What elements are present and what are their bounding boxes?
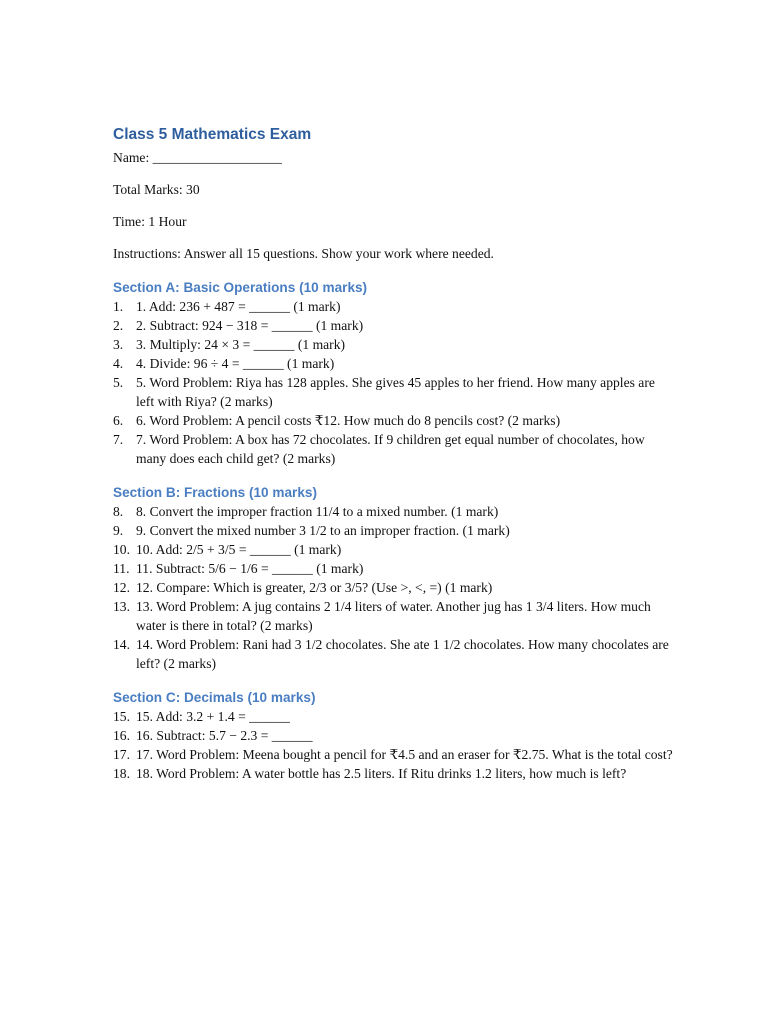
exam-page (113, 124, 673, 783)
question-text: 13. Word Problem: A jug contains 2 1/4 liters of water. Another jug has 1 3/4 liters. How much water is there in total? (2 marks) (136, 599, 651, 633)
page-title: Class 5 Mathematics Exam (113, 126, 312, 143)
question-number: 13. (113, 599, 130, 614)
question-item (113, 297, 673, 316)
question-item (113, 430, 673, 468)
question-number: 2. (113, 318, 124, 333)
question-text: 4. Divide: 96 ÷ 4 = ______ (1 mark) (136, 356, 335, 371)
question-text: 11. Subtract: 5/6 − 1/6 = ______ (1 mark) (136, 561, 364, 576)
question-item (113, 316, 673, 335)
question-item (113, 764, 673, 783)
question-text: 17. Word Problem: Meena bought a pencil for ₹4.5 and an eraser for ₹2.75. What is the total cost? (136, 747, 673, 762)
question-number: 14. (113, 637, 130, 652)
question-item (113, 635, 673, 673)
question-number: 9. (113, 523, 124, 538)
section-a-questions (113, 297, 673, 468)
question-item (113, 354, 673, 373)
question-text: 6. Word Problem: A pencil costs ₹12. How much do 8 pencils cost? (2 marks) (136, 413, 561, 428)
question-text: 3. Multiply: 24 × 3 = ______ (1 mark) (136, 337, 346, 352)
question-item (113, 559, 673, 578)
question-item (113, 521, 673, 540)
question-item (113, 540, 673, 559)
question-number: 6. (113, 413, 124, 428)
question-number: 8. (113, 504, 124, 519)
question-item (113, 745, 673, 764)
question-item (113, 707, 673, 726)
question-item (113, 373, 673, 411)
question-number: 17. (113, 747, 130, 762)
section-a-title: Section A: Basic Operations (10 marks) (113, 280, 368, 295)
question-text: 12. Compare: Which is greater, 2/3 or 3/5? (Use >, <, =) (1 mark) (136, 580, 493, 595)
question-text: 5. Word Problem: Riya has 128 apples. She gives 45 apples to her friend. How many apples are left with Riya? (2 marks) (136, 375, 655, 409)
question-number: 5. (113, 375, 124, 390)
question-text: 8. Convert the improper fraction 11/4 to a mixed number. (1 mark) (136, 504, 499, 519)
question-text: 15. Add: 3.2 + 1.4 = ______ (136, 709, 290, 724)
question-item (113, 335, 673, 354)
question-number: 15. (113, 709, 130, 724)
instructions: Instructions: Answer all 15 questions. Show your work where needed. (113, 246, 494, 261)
section-c-title: Section C: Decimals (10 marks) (113, 690, 316, 705)
question-text: 16. Subtract: 5.7 − 2.3 = ______ (136, 728, 313, 743)
total-marks: Total Marks: 30 (113, 182, 200, 197)
question-text: 14. Word Problem: Rani had 3 1/2 chocolates. She ate 1 1/2 chocolates. How many chocolates are left? (2 marks) (136, 637, 669, 671)
section-c-questions (113, 707, 673, 783)
question-text: 1. Add: 236 + 487 = ______ (1 mark) (136, 299, 341, 314)
question-text: 18. Word Problem: A water bottle has 2.5 liters. If Ritu drinks 1.2 liters, how much is left? (136, 766, 627, 781)
question-number: 16. (113, 728, 130, 743)
question-number: 1. (113, 299, 124, 314)
question-number: 4. (113, 356, 124, 371)
time-limit: Time: 1 Hour (113, 214, 187, 229)
question-number: 18. (113, 766, 130, 781)
question-item (113, 411, 673, 430)
question-item (113, 726, 673, 745)
name-field-label: Name: ___________________ (113, 150, 282, 165)
question-text: 10. Add: 2/5 + 3/5 = ______ (1 mark) (136, 542, 342, 557)
question-number: 7. (113, 432, 124, 447)
question-number: 10. (113, 542, 130, 557)
question-item (113, 578, 673, 597)
question-item (113, 597, 673, 635)
question-item (113, 502, 673, 521)
question-text: 7. Word Problem: A box has 72 chocolates. If 9 children get equal number of chocolates, how many does each child get? (2 marks) (136, 432, 645, 466)
question-number: 12. (113, 580, 130, 595)
question-number: 3. (113, 337, 124, 352)
section-b-questions (113, 502, 673, 673)
question-text: 9. Convert the mixed number 3 1/2 to an improper fraction. (1 mark) (136, 523, 510, 538)
section-b-title: Section B: Fractions (10 marks) (113, 485, 317, 500)
question-number: 11. (113, 561, 130, 576)
question-text: 2. Subtract: 924 − 318 = ______ (1 mark) (136, 318, 364, 333)
